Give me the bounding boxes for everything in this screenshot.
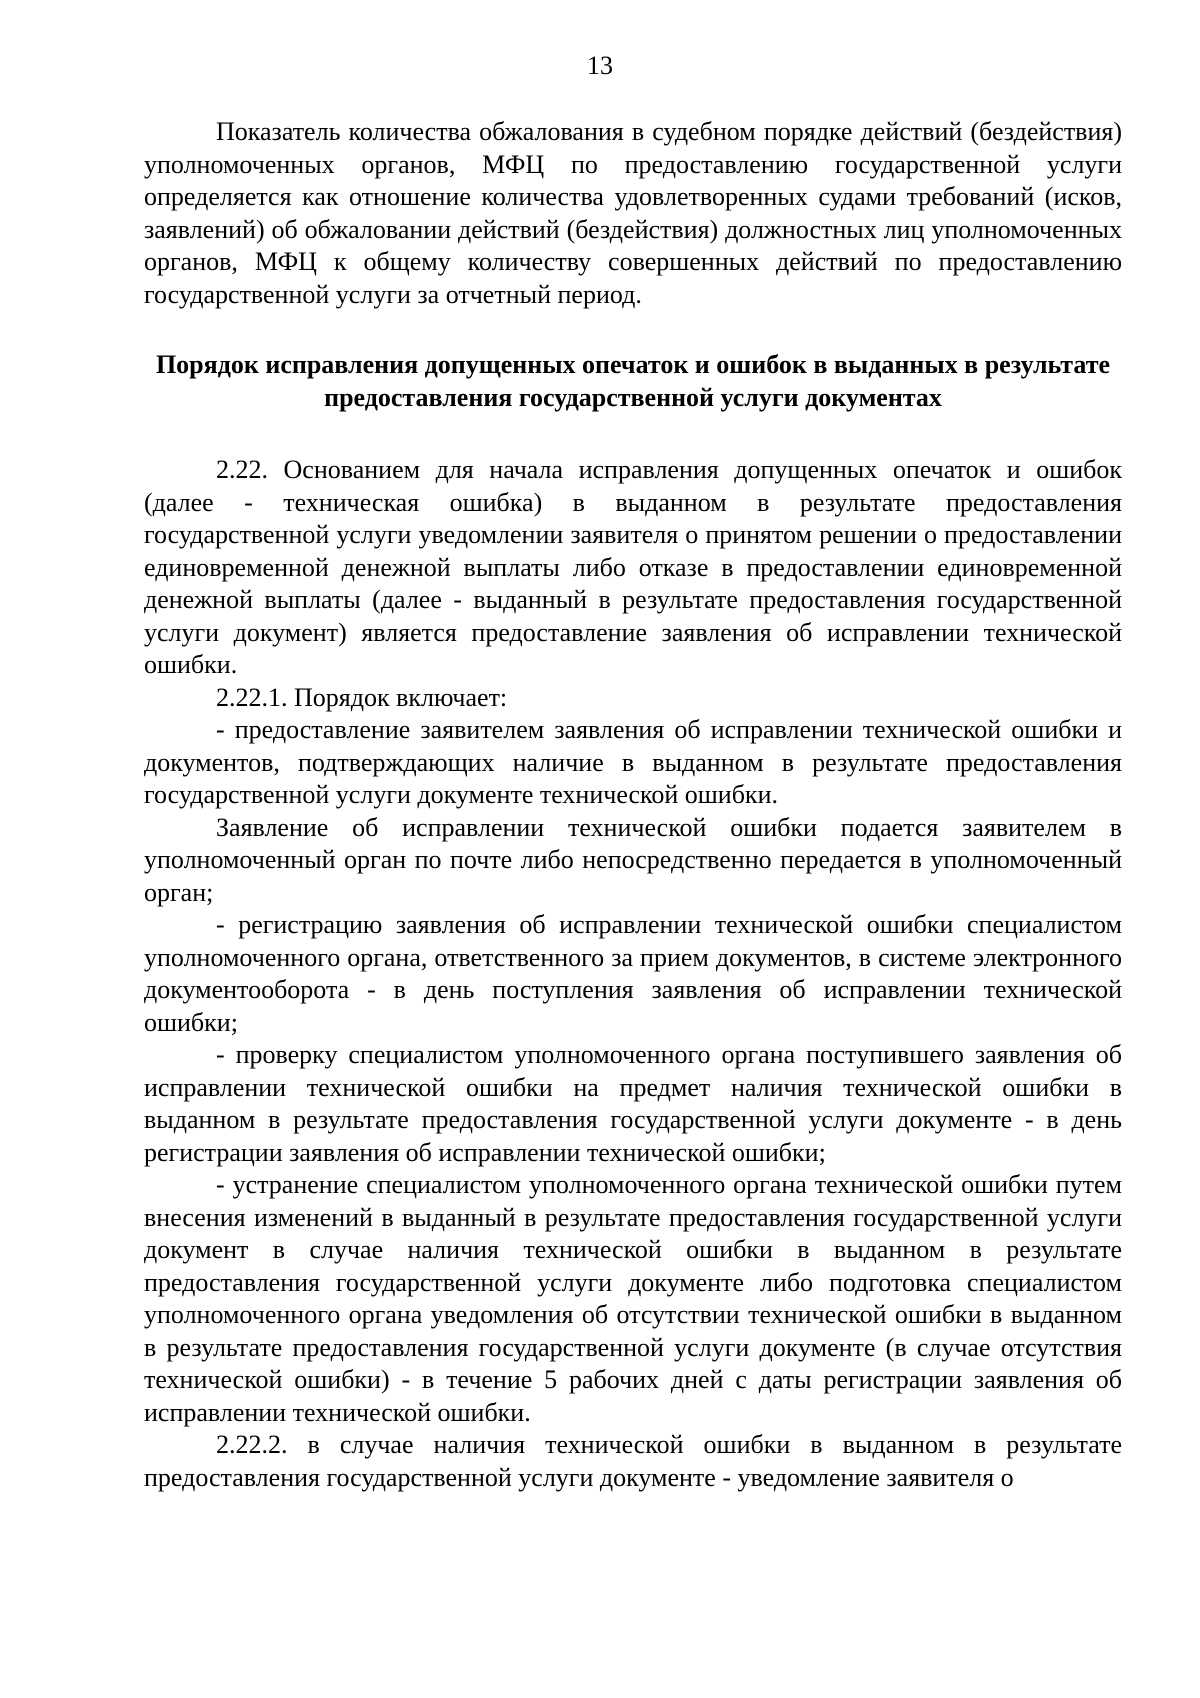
paragraph-2-22-2: 2.22.2. в случае наличия технической ошибки в выданном в результате предоставления государственной услуги документе - уведомление заявителя о xyxy=(144,1430,1122,1492)
page-number: 13 xyxy=(587,51,613,80)
list-item-check: - проверку специалистом уполномоченного органа поступившего заявления об исправлении технической ошибки на предмет наличия технической ошибки в выданном в результате предоставления государственной услуги документе - в день регистрации заявления об исправлении технической ошибки; xyxy=(144,1040,1122,1167)
list-item-elimination: - устранение специалистом уполномоченного органа технической ошибки путем внесения изменений в выданный в результате предоставления государственной услуги документ в случае наличия технической ошибки в выданном в результате предоставления государственной услуги документе либо подготовка специалистом уполномоченного органа уведомления об отсутствии технической ошибки в выданном в результате предоставления государственной услуги документе (в случае отсутствия технической ошибки) - в течение 5 рабочих дней с даты регистрации заявления об исправлении технической ошибки. xyxy=(144,1170,1122,1427)
paragraph-2-22: 2.22. Основанием для начала исправления допущенных опечаток и ошибок (далее - техническая ошибка) в выданном в результате предоставления государственной услуги уведомлении заявителя о принятом решении о предоставлении единовременной денежной выплаты либо отказе в предоставлении единовременной денежной выплаты (далее - выданный в результате предоставления государственной услуги документ) является предоставление заявления об исправлении технической ошибки. xyxy=(144,455,1122,679)
paragraph-appeal-indicator: Показатель количества обжалования в судебном порядке действий (бездействия) уполномоченных органов, МФЦ по предоставлению государственной услуги определяется как отношение количества удовлетворенных судами требований (исков, заявлений) об обжаловании действий (бездействия) должностных лиц уполномоченных органов, МФЦ к общему количеству совершенных действий по предоставлению государственной услуги за отчетный период. xyxy=(144,117,1122,309)
document-body xyxy=(144,116,1122,1494)
list-item-submission: - предоставление заявителем заявления об исправлении технической ошибки и документов, подтверждающих наличие в выданном в результате предоставления государственной услуги документе технической ошибки. xyxy=(144,715,1122,809)
section-heading: Порядок исправления допущенных опечаток и ошибок в выданных в результате предоставления государственной услуги документах xyxy=(155,350,1111,412)
paragraph-2-22-1: 2.22.1. Порядок включает: xyxy=(216,682,508,712)
list-item-registration: - регистрацию заявления об исправлении технической ошибки специалистом уполномоченного органа, ответственного за прием документов, в системе электронного документооборота - в день поступления заявления об исправлении технической ошибки; xyxy=(144,910,1122,1037)
paragraph-submission-note: Заявление об исправлении технической ошибки подается заявителем в уполномоченный орган по почте либо непосредственно передается в уполномоченный орган; xyxy=(144,812,1122,907)
